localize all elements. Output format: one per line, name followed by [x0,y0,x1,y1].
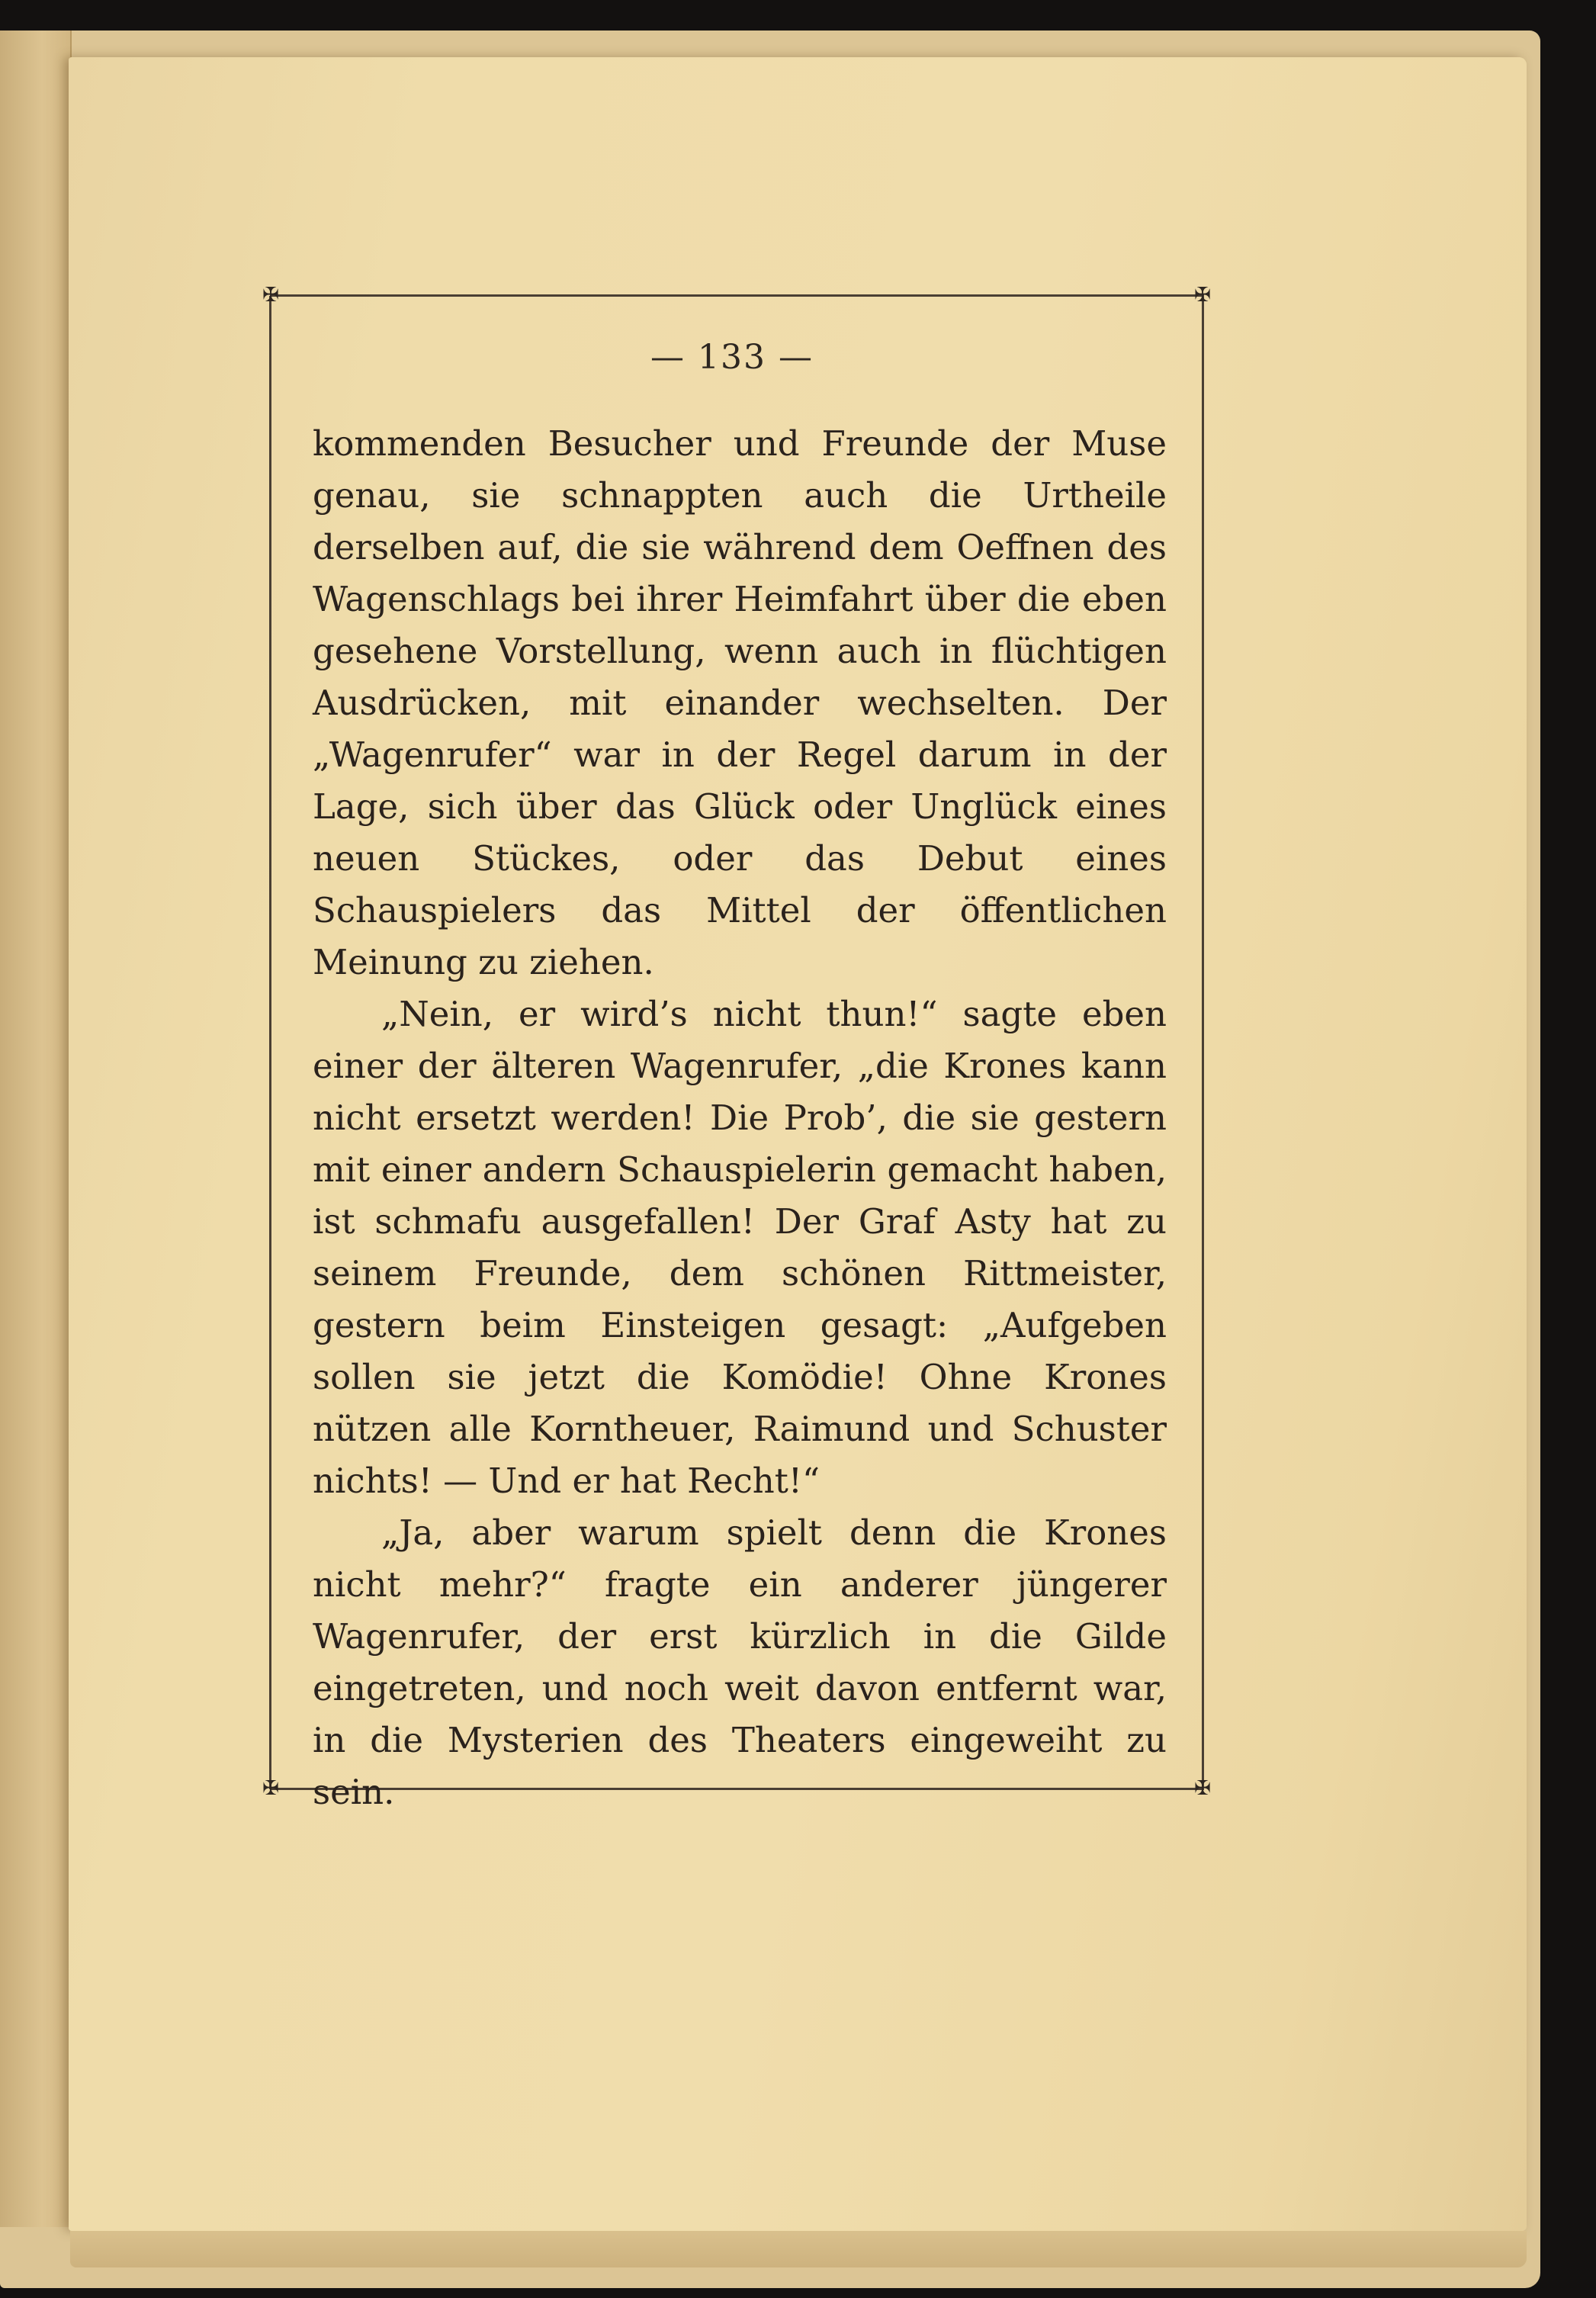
page-bottom-edge [70,2231,1527,2267]
frame-right-rule [1202,296,1204,1789]
frame-top-rule [271,294,1204,297]
frame-left-rule [269,296,271,1789]
paragraph: „Ja, aber warum spielt denn die Krones nicht mehr?“ fragte ein anderer jüngerer Wagenrufer, der erst kürzlich in die Gilde eingetreten, und noch weit davon entfernt war, in die Mysterien des Theaters eingeweiht zu sein. [313,1512,1167,1812]
corner-ornament-icon: ✠ [1194,1777,1211,1800]
corner-ornament-icon: ✠ [1194,284,1211,307]
left-facing-page-edge [0,31,72,2227]
paragraph: „Nein, er wird’s nicht thun!“ sagte eben einer der älteren Wagenrufer, „die Krones kann nicht ersetzt werden! Die Prob’, die sie gestern mit einer andern Schauspielerin gemacht haben, ist schmafu ausgefallen! Der Graf Asty hat zu seinem Freunde, dem schönen Rittmeister, gestern beim Einsteigen gesagt: „Aufgeben sollen sie jetzt die Komödie! Ohne Krones nützen alle Korntheuer, Raimund und Schuster nichts! — Und er hat Recht!“ [313,994,1167,1501]
corner-ornament-icon: ✠ [262,284,279,307]
body-text [313,418,1167,1818]
paragraph: kommenden Besucher und Freunde der Muse genau, sie schnappten auch die Urtheile derselben auf, die sie während dem Oeffnen des Wagenschlags bei ihrer Heimfahrt über die eben gesehene Vorstellung, wenn auch in flüchtigen Ausdrücken, mit einander wechselten. Der „Wagenrufer“ war in der Regel darum in der Lage, sich über das Glück oder Unglück eines neuen Stückes, oder das Debut eines Schauspielers das Mittel der öffentlichen Meinung zu ziehen. [313,423,1167,982]
page-number: — 133 — [650,338,814,377]
corner-ornament-icon: ✠ [262,1777,279,1800]
